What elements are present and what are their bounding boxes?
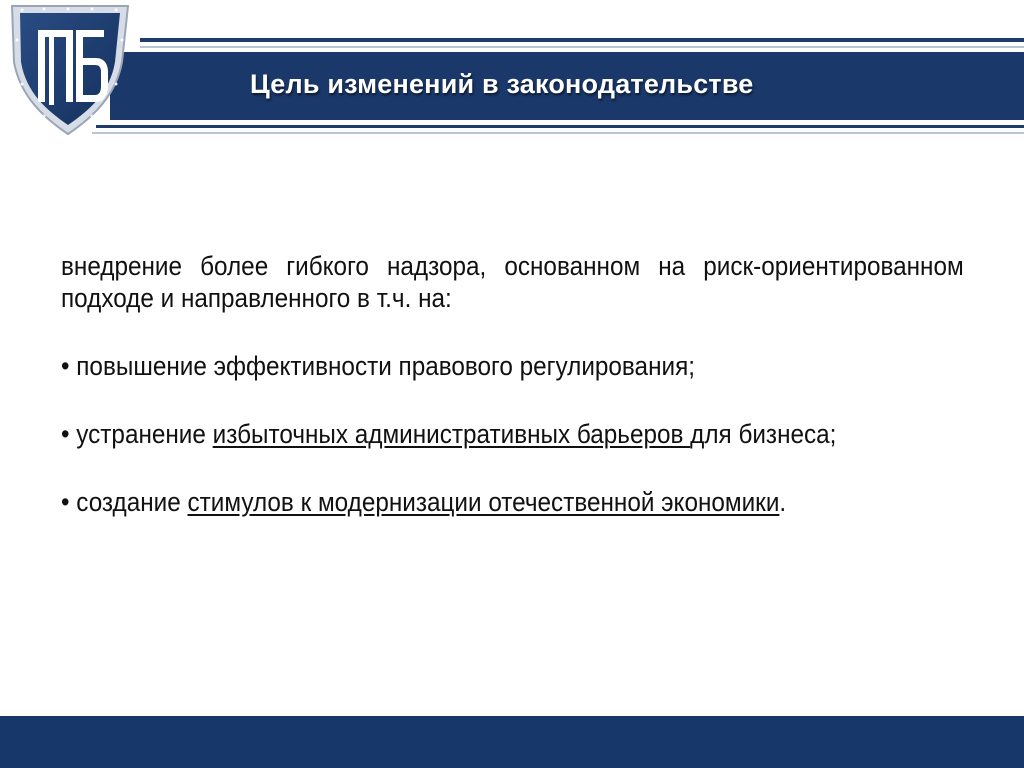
footer-band — [0, 716, 1024, 768]
bullet-marker: • — [61, 487, 70, 517]
main-content — [61, 250, 964, 518]
bullet-text-2-start: устранение — [76, 419, 213, 449]
shield-logo-icon — [0, 0, 140, 140]
bullet-item-1 — [61, 350, 964, 382]
intro-paragraph: внедрение более гибкого надзора, основанном на риск-ориентированном подходе и направленного в т.ч. на: — [61, 251, 964, 313]
bullet-text-1: повышение эффективности правового регулирования; — [76, 351, 695, 381]
bullet-marker: • — [61, 419, 70, 449]
header-top-stripe — [140, 38, 1024, 42]
header-bottom-stripe — [96, 125, 1024, 128]
bullet-marker: • — [61, 351, 70, 381]
page-title: Цель изменений в законодательстве — [250, 69, 754, 99]
bullet-text-3-end: . — [779, 487, 787, 517]
bullet-text-3-start: создание — [76, 487, 188, 517]
bullet-text-2-end: для бизнеса; — [690, 419, 837, 449]
bullet-text-3-underlined: стимулов к модернизации отечественной экономики — [187, 487, 780, 517]
header-top-thin-stripe — [140, 46, 1024, 48]
bullet-item-2 — [61, 418, 964, 450]
bullet-item-3 — [61, 486, 964, 518]
bullet-text-2-underlined: избыточных административных барьеров — [212, 419, 691, 449]
header-bottom-thin-stripe — [92, 132, 1024, 134]
